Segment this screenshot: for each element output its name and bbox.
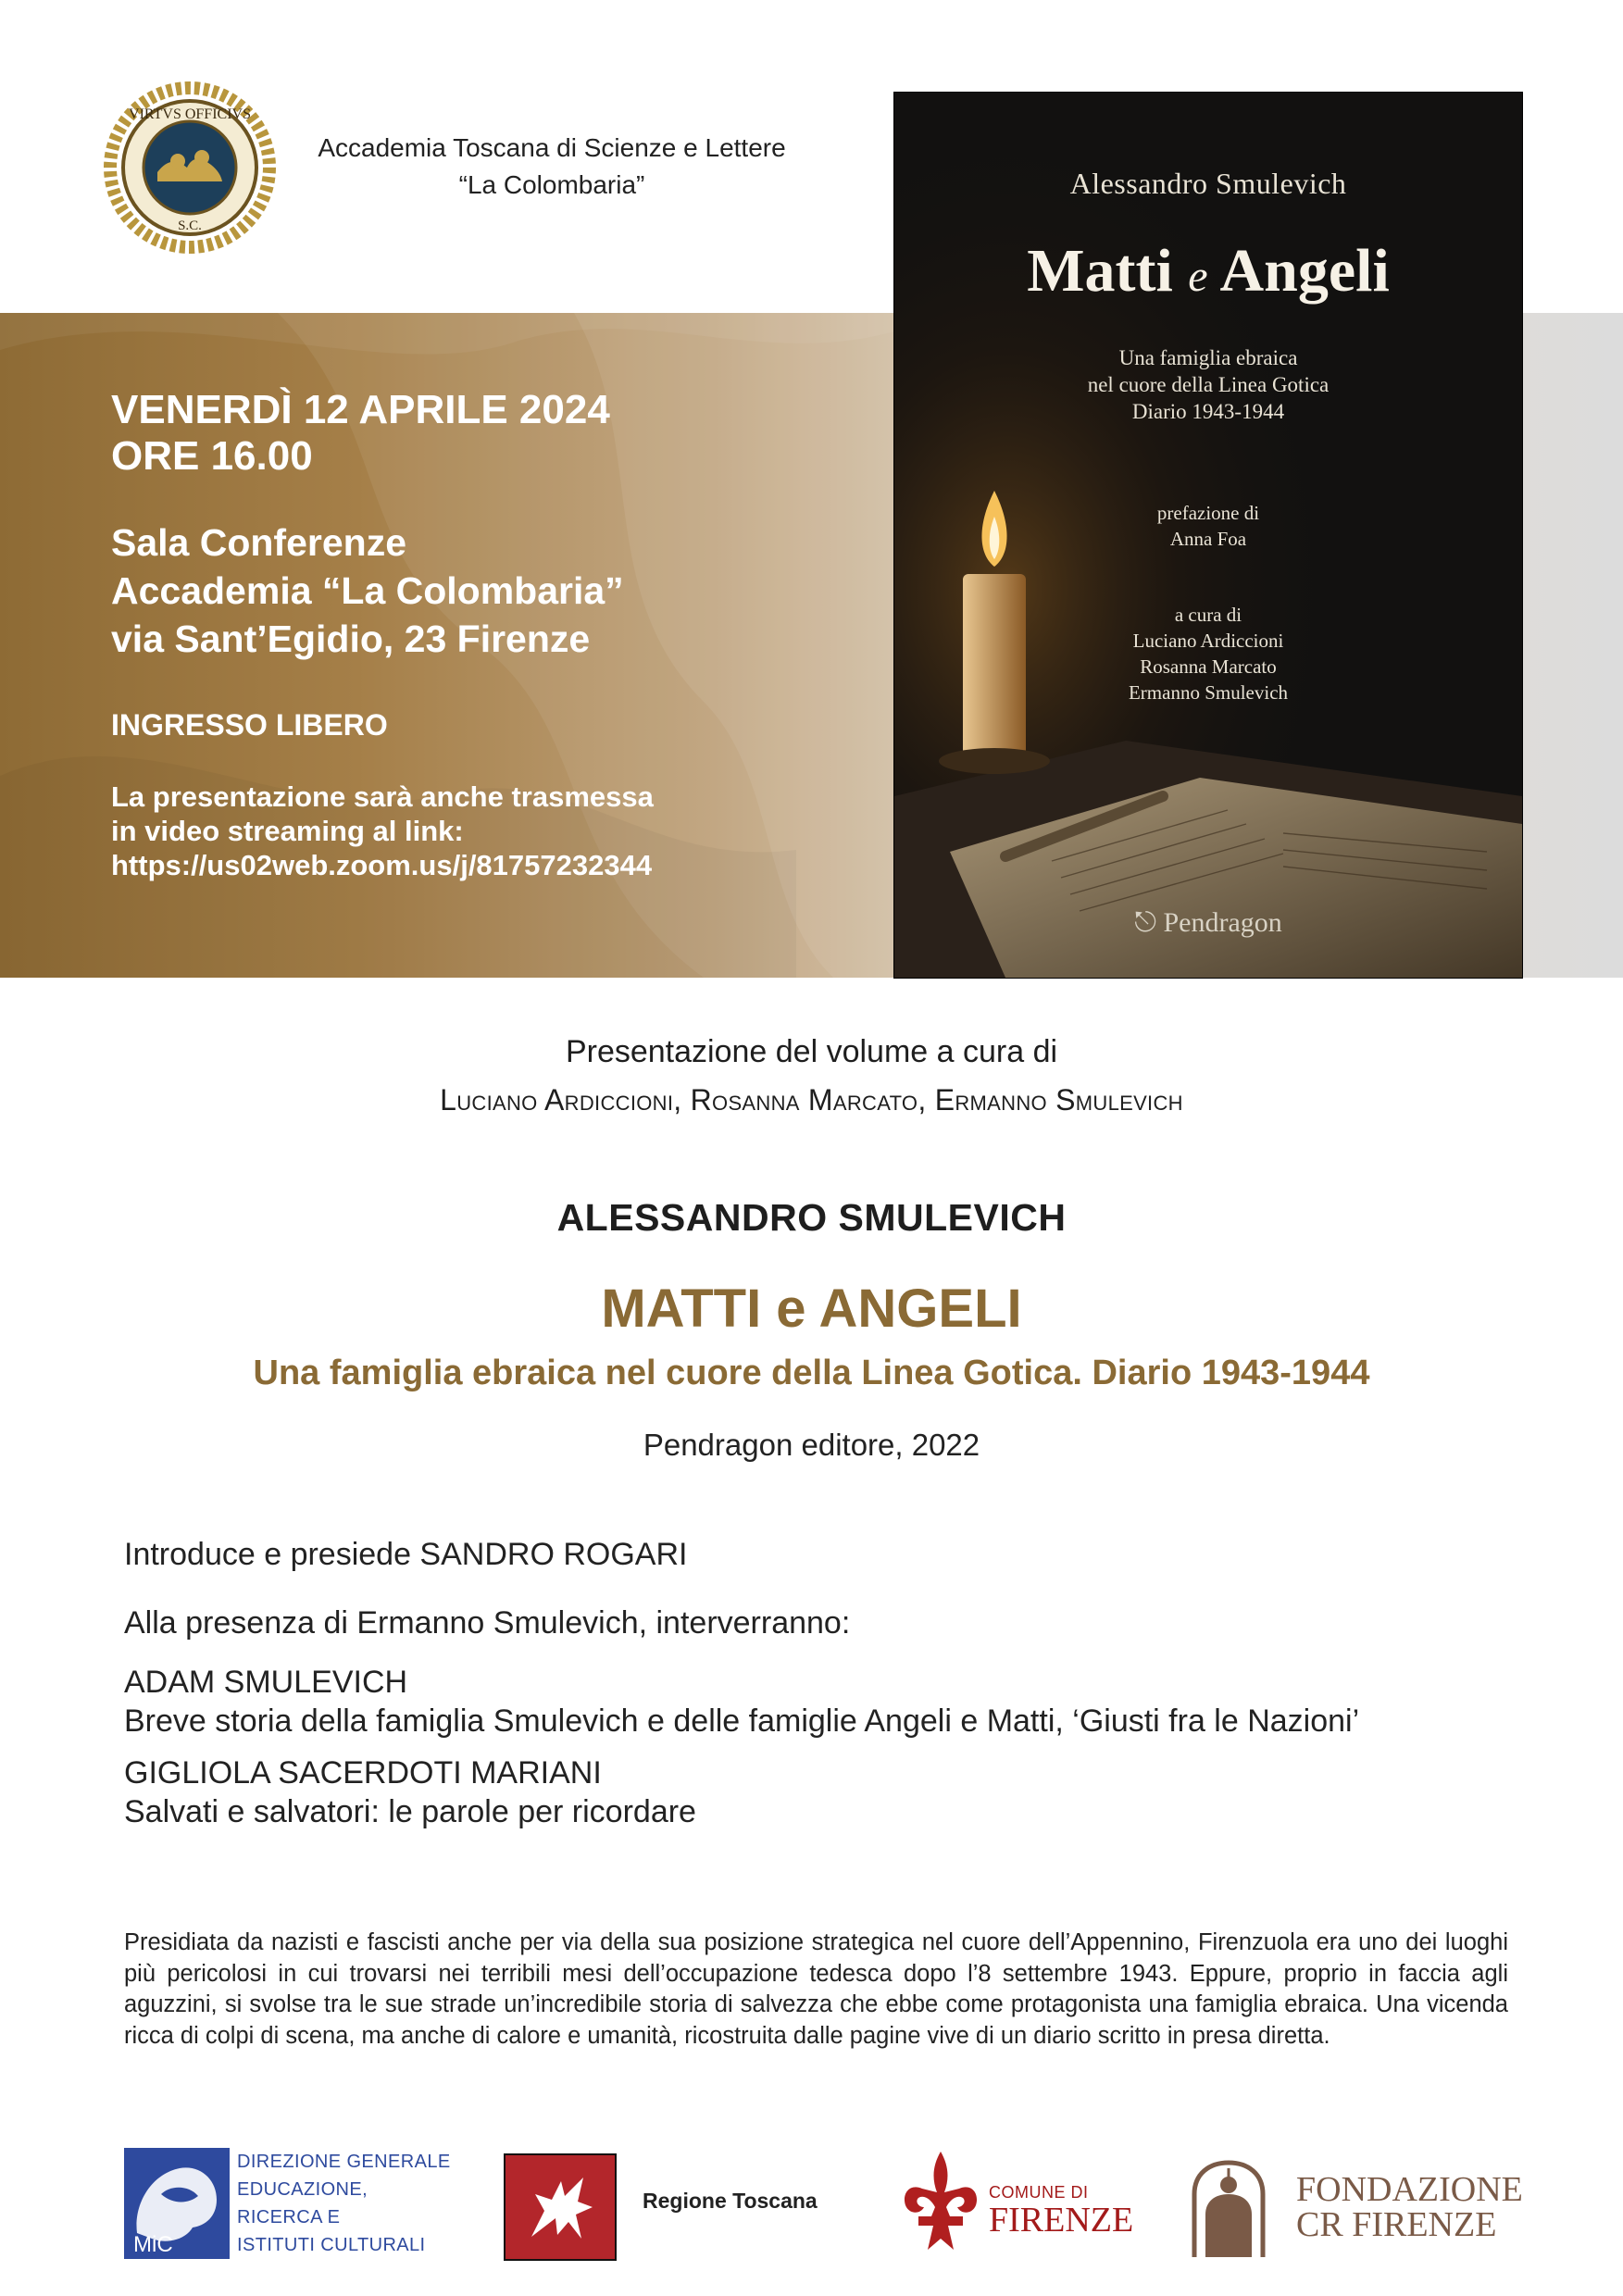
mic-line-2: EDUCAZIONE, <box>237 2179 368 2200</box>
book-abstract: Presidiata da nazisti e fascisti anche per via della sua posizione strategica nel cuore dell’Appennino, Firenzuola era uno dei luoghi più pericolosi in cui trovarsi nei terribili mesi dell’occupazione tedesca dopo l’8 settembre 1943. Eppure, proprio in faccia agli aguzzini, si svolse tra le sue strade un’incredibile storia di salvezza che ebbe come protagonista una famiglia ebraica. Una vicenda ricca di colpi di scena, ma anche di calore e umanità, ricostruita dalle pagine vive di un diario scritto in presa diretta. <box>124 1929 1508 2049</box>
cover-title-conjunction: e <box>1188 252 1208 301</box>
cover-editors <box>894 602 1522 705</box>
cover-editor-3: Ermanno Smulevich <box>1128 681 1289 704</box>
fondazione-line-1: FONDAZIONE <box>1296 2170 1523 2209</box>
speaker-2-name: GIGLIOLA SACERDOTI MARIANI <box>124 1755 602 1791</box>
book-title: MATTI e ANGELI <box>601 1279 1022 1339</box>
book-cover-image <box>894 93 1522 978</box>
cover-publisher <box>894 907 1522 939</box>
venue-address: via Sant’Egidio, 23 Firenze <box>111 618 591 660</box>
fondazione-cr-emblem <box>1189 2157 1268 2259</box>
book-publisher: Pendragon editore, 2022 <box>643 1428 980 1462</box>
cover-preface-name: Anna Foa <box>1169 528 1247 550</box>
comune-firenze-wordmark <box>989 2183 1133 2239</box>
streaming-note-line1: La presentazione sarà anche trasmessa <box>111 780 654 813</box>
event-details <box>111 387 778 882</box>
venue-room: Sala Conferenze <box>111 521 406 564</box>
organization-name <box>293 130 811 204</box>
book-author: ALESSANDRO SMULEVICH <box>556 1196 1067 1239</box>
pendragon-icon: ⎋ <box>1134 907 1156 938</box>
cover-editors-label: a cura di <box>1174 604 1242 626</box>
mic-line-1: DIREZIONE GENERALE <box>237 2152 451 2172</box>
book-subtitle: Una famiglia ebraica nel cuore della Linea Gotica. Diario 1943-1944 <box>253 1354 1370 1392</box>
fondazione-line-2: CR FIRENZE <box>1296 2205 1497 2244</box>
speaker-1-talk: Breve storia della famiglia Smulevich e delle famiglie Angeli e Matti, ‘Giusti fra le Nazioni’ <box>124 1703 1360 1739</box>
regione-toscana-label: Regione Toscana <box>643 2189 818 2213</box>
event-program <box>124 1535 1513 1831</box>
cover-editor-1: Luciano Ardiccioni <box>1132 630 1284 652</box>
cover-editor-2: Rosanna Marcato <box>1140 655 1277 678</box>
cover-title-part2: Angeli <box>1219 237 1390 305</box>
org-name-line2: “La Colombaria” <box>458 170 645 199</box>
mic-line-4: ISTITUTI CULTURALI <box>237 2235 426 2255</box>
speaker-1-name: ADAM SMULEVICH <box>124 1665 408 1700</box>
colombaria-seal-logo <box>102 80 278 256</box>
curators-list: Luciano Ardiccioni, Rosanna Marcato, Ermanno Smulevich <box>440 1083 1183 1117</box>
mic-logo <box>124 2148 230 2259</box>
event-time: ORE 16.00 <box>111 433 313 479</box>
regione-toscana-pegasus-logo <box>504 2153 617 2261</box>
cover-subtitle-line1: Una famiglia ebraica <box>1118 346 1298 369</box>
cover-subtitle-line3: Diario 1943-1944 <box>1131 400 1285 423</box>
cover-subtitle-line2: nel cuore della Linea Gotica <box>1087 373 1330 396</box>
comune-label-small: COMUNE DI <box>989 2183 1089 2202</box>
streaming-note-line2: in video streaming al link: <box>111 815 464 847</box>
cover-publisher-name: Pendragon <box>1163 907 1282 938</box>
streaming-link[interactable]: https://us02web.zoom.us/j/81757232344 <box>111 849 653 881</box>
seal-initials: S.C. <box>178 218 202 233</box>
cover-preface <box>894 500 1522 552</box>
program-chair: Introduce e presiede SANDRO ROGARI <box>124 1537 688 1572</box>
venue-name: Accademia “La Colombaria” <box>111 569 624 612</box>
cover-author: Alessandro Smulevich <box>1069 167 1347 200</box>
cover-preface-label: prefazione di <box>1156 502 1260 524</box>
fondazione-cr-wordmark <box>1296 2172 1523 2242</box>
event-date: VENERDÌ 12 APRILE 2024 <box>111 387 610 432</box>
comune-label-big: FIRENZE <box>989 2201 1134 2240</box>
seal-motto: VIRTVS OFFICIVS <box>129 106 251 122</box>
free-entry-note: INGRESSO LIBERO <box>111 708 388 742</box>
presentation-intro: Presentazione del volume a cura di <box>565 1034 1058 1069</box>
mic-department-name <box>237 2148 478 2259</box>
firenze-lily-logo <box>894 2146 987 2261</box>
speaker-2-talk: Salvati e salvatori: le parole per ricordare <box>124 1794 696 1829</box>
mic-line-3: RICERCA E <box>237 2207 341 2227</box>
mic-mark-text: MiC <box>133 2232 173 2257</box>
org-name-line1: Accademia Toscana di Scienze e Lettere <box>318 133 786 162</box>
cover-title <box>894 236 1522 306</box>
program-presence: Alla presenza di Ermanno Smulevich, interverranno: <box>124 1605 851 1641</box>
cover-subtitle <box>894 344 1522 425</box>
cover-title-part1: Matti <box>1027 237 1173 305</box>
